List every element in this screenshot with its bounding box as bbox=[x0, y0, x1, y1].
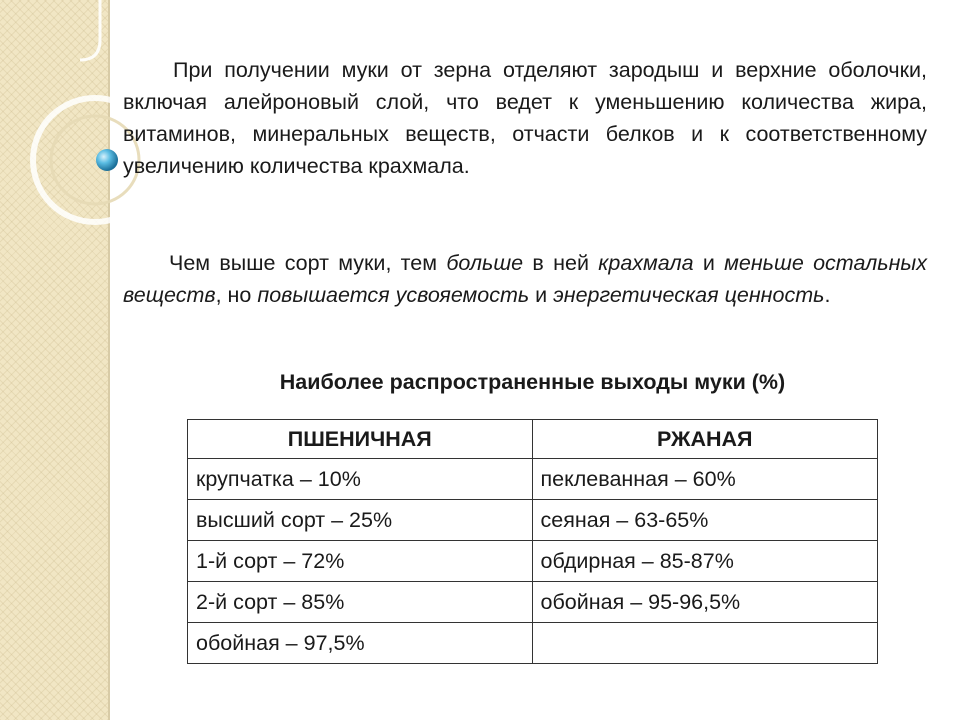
cell-rye-empty bbox=[532, 623, 877, 664]
p2-text-3: и bbox=[693, 251, 725, 275]
cell-wheat: 2-й сорт – 85% bbox=[188, 582, 533, 623]
cell-rye: пеклеванная – 60% bbox=[532, 459, 877, 500]
p2-text-4: , но bbox=[215, 283, 258, 307]
cell-rye: сеяная – 63-65% bbox=[532, 500, 877, 541]
cell-wheat: крупчатка – 10% bbox=[188, 459, 533, 500]
p2-emph-starch: крахмала bbox=[598, 251, 694, 275]
paragraph-flour-grade bbox=[123, 247, 927, 311]
cell-wheat: высший сорт – 25% bbox=[188, 500, 533, 541]
header-wheat: ПШЕНИЧНАЯ bbox=[188, 420, 533, 459]
header-rye: РЖАНАЯ bbox=[532, 420, 877, 459]
cell-rye: обдирная – 85-87% bbox=[532, 541, 877, 582]
p2-text-6: . bbox=[824, 283, 831, 307]
p2-text-2: в ней bbox=[523, 251, 599, 275]
table-header-row bbox=[188, 420, 878, 459]
bead-icon bbox=[96, 149, 118, 171]
table-title: Наиболее распространенные выходы муки (%) bbox=[279, 370, 786, 394]
table-row bbox=[188, 623, 878, 664]
p2-emph-less: меньше остальных веществ bbox=[123, 251, 927, 307]
table-row bbox=[188, 459, 878, 500]
table-row bbox=[188, 500, 878, 541]
cell-rye: обойная – 95-96,5% bbox=[532, 582, 877, 623]
flour-yield-table bbox=[187, 419, 878, 664]
p2-text-1: Чем выше сорт муки, тем bbox=[169, 251, 447, 275]
cell-wheat: 1-й сорт – 72% bbox=[188, 541, 533, 582]
p2-emph-digestibility: повышается усвояемость bbox=[257, 283, 530, 307]
p2-emph-energy: энергетическая ценность bbox=[553, 283, 825, 307]
table-row bbox=[188, 582, 878, 623]
paragraph-flour-processing bbox=[123, 54, 927, 182]
p2-text-5: и bbox=[529, 283, 554, 307]
cell-wheat: обойная – 97,5% bbox=[188, 623, 533, 664]
table-row bbox=[188, 541, 878, 582]
deco-arc-top bbox=[80, 0, 100, 60]
paragraph-1-text: При получении муки от зерна отделяют зародыш и верхние оболочки, включая алейроновый слой, что ведет к уменьшению количества жира, витаминов, минеральных веществ, отчасти белков и к соответственному увеличению количества крахмала. bbox=[123, 58, 927, 178]
p2-emph-more: больше bbox=[446, 251, 524, 275]
